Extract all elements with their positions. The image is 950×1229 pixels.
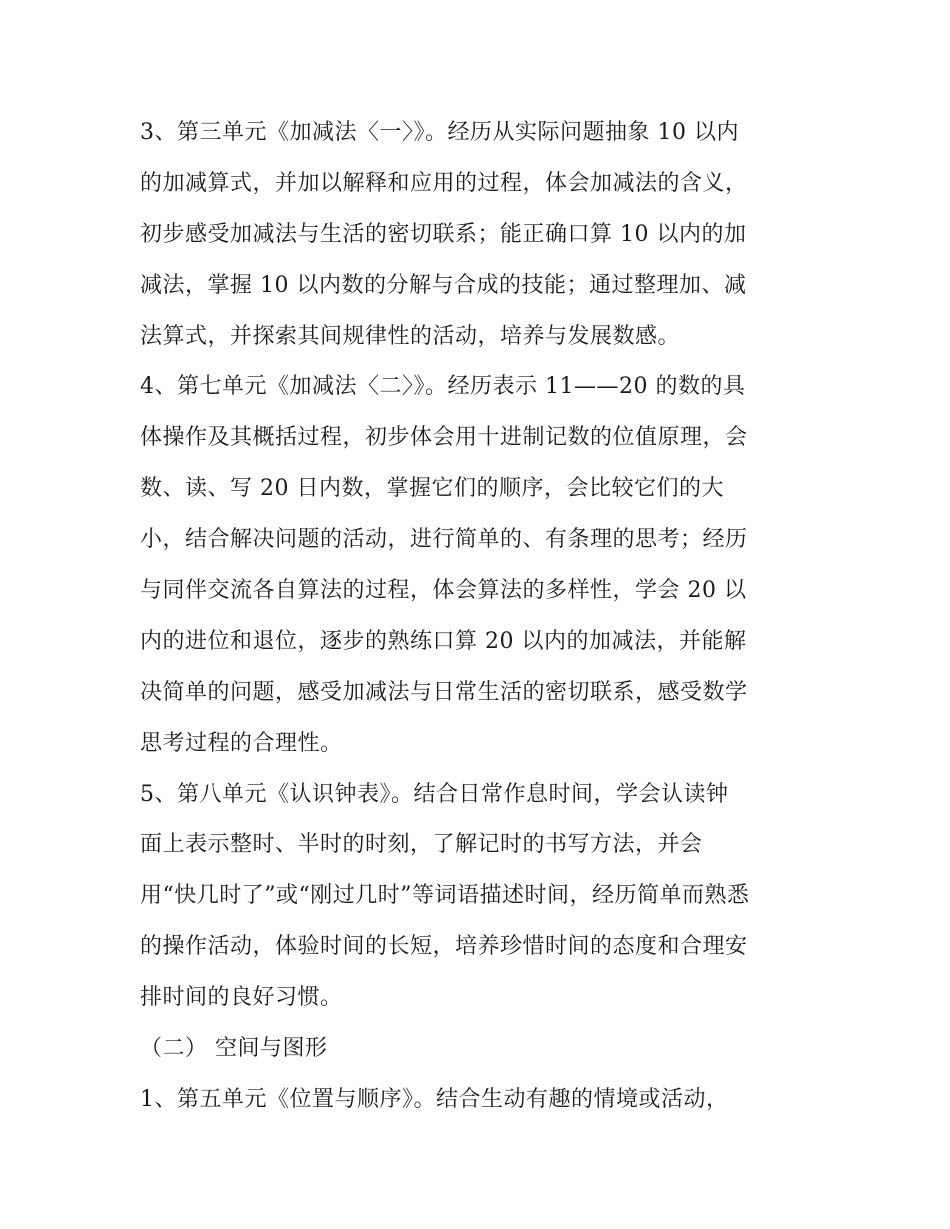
document-body <box>140 108 820 1126</box>
text-line: 的加减算式，并加以解释和应用的过程，体会加减法的含义， <box>140 170 748 196</box>
text-line: 内的进位和退位，逐步的熟练口算 20 以内的加减法，并能解 <box>140 628 747 654</box>
section-heading: （二） 空间与图形 <box>140 1036 328 1062</box>
text-line: 减法，掌握 10 以内数的分解与合成的技能；通过整理加、减 <box>140 272 747 298</box>
text-line: 法算式，并探索其间规律性的活动，培养与发展数感。 <box>140 323 681 349</box>
text-line: 排时间的良好习惯。 <box>140 985 343 1011</box>
text-line: 初步感受加减法与生活的密切联系；能正确口算 10 以内的加 <box>140 221 747 247</box>
text-line: 小，结合解决问题的活动，进行简单的、有条理的思考；经历 <box>140 527 748 553</box>
text-line: 面上表示整时、半时的时刻，了解记时的书写方法，并会 <box>140 832 703 858</box>
text-line: 用“快几时了”或“刚过几时”等词语描述时间，经历简单而熟悉 <box>140 883 750 909</box>
text-line: 5、第八单元《认识钟表》。结合日常作息时间，学会认读钟 <box>140 781 729 807</box>
text-line: 思考过程的合理性。 <box>140 730 343 756</box>
text-line: 1、第五单元《位置与顺序》。结合生动有趣的情境或活动， <box>140 1086 729 1112</box>
text-line: 3、第三单元《加减法〈一〉》。经历从实际问题抽象 10 以内 <box>140 120 739 145</box>
text-line: 数、读、写 20 日内数，掌握它们的顺序，会比较它们的大 <box>140 476 724 502</box>
text-line: 的操作活动，体验时间的长短，培养珍惜时间的态度和合理安 <box>140 934 748 960</box>
text-line: 与同伴交流各自算法的过程，体会算法的多样性，学会 20 以 <box>140 578 747 604</box>
text-line: 体操作及其概括过程，初步体会用十进制记数的位值原理，会 <box>140 425 748 451</box>
text-line: 4、第七单元《加减法〈二〉》。经历表示 11——20 的数的具 <box>140 374 746 400</box>
text-line: 决简单的问题，感受加减法与日常生活的密切联系，感受数学 <box>140 679 748 705</box>
